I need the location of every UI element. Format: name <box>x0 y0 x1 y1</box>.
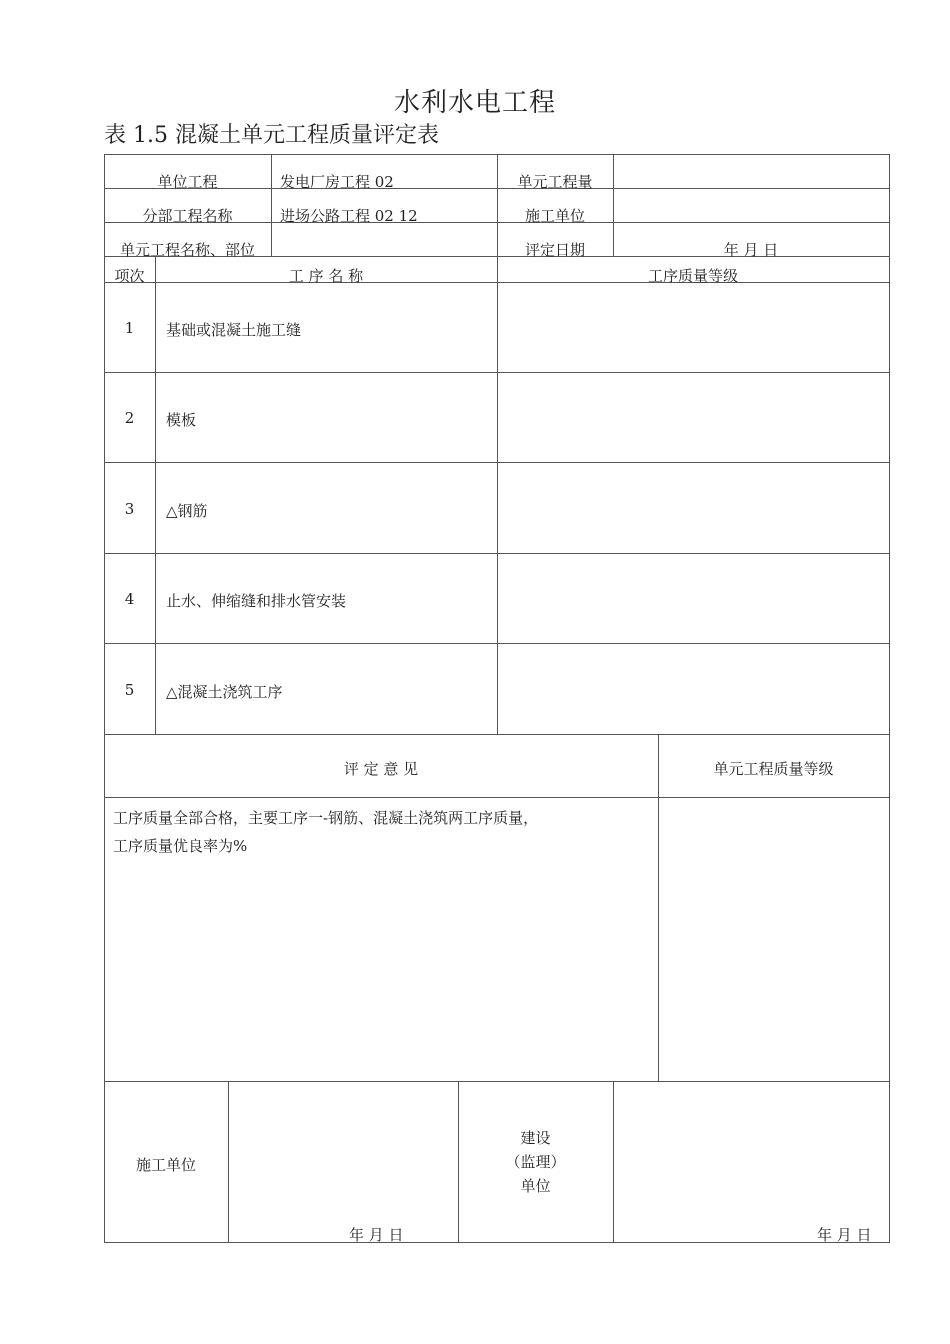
division-label: 分部工程名称 <box>142 207 233 225</box>
row-index: 1 <box>124 319 135 337</box>
rule <box>658 734 659 1081</box>
opinion-text-line-1: 工序质量全部合格，主要工序一-钢筋、混凝土浇筑两工序质量， <box>113 809 539 827</box>
eval-date-label: 评定日期 <box>524 241 585 259</box>
rule <box>497 256 498 734</box>
rule <box>613 1081 614 1242</box>
row-index: 3 <box>124 500 135 518</box>
sign-supervisor-label: （监理） <box>505 1153 566 1171</box>
row-name: 止水、伸缩缝和排水管安装 <box>166 592 347 610</box>
page-title: 水利水电工程 <box>393 88 556 118</box>
row-index: 4 <box>124 590 135 608</box>
division-value: 进场公路工程 02 12 <box>280 207 418 225</box>
row-index: 5 <box>124 681 135 699</box>
row-name: 基础或混凝土施工缝 <box>166 321 302 339</box>
rule <box>104 734 890 735</box>
row-name: 模板 <box>166 411 197 429</box>
row-index: 2 <box>124 409 135 427</box>
sign-contractor-label: 施工单位 <box>135 1156 196 1174</box>
sign-contractor-date: 年 月 日 <box>349 1226 404 1244</box>
unit-project-label: 单位工程 <box>157 173 218 191</box>
evaluation-form-table <box>104 154 890 1243</box>
unit-quantity-label: 单元工程量 <box>517 173 593 191</box>
unit-name-label: 单元工程名称、部位 <box>119 241 255 259</box>
rule-right <box>889 154 890 1243</box>
rule <box>104 797 890 798</box>
rule-bottom <box>104 1242 890 1243</box>
eval-date-value: 年 月 日 <box>723 241 779 259</box>
opinion-label: 评 定 意 见 <box>343 760 419 778</box>
col-header-index: 项次 <box>114 267 145 285</box>
col-header-name: 工 序 名 称 <box>288 267 364 285</box>
row-name: △混凝土浇筑工序 <box>166 683 283 701</box>
rule <box>155 256 156 734</box>
sign-supervisor-label: 单位 <box>520 1177 551 1195</box>
rule <box>104 1081 890 1082</box>
sign-supervisor-label: 建设 <box>520 1129 551 1147</box>
rule <box>228 1081 229 1242</box>
col-header-grade: 工序质量等级 <box>647 267 738 285</box>
table-caption: 表 1.5 混凝土单元工程质量评定表 <box>104 123 439 148</box>
contractor-label: 施工单位 <box>524 207 585 225</box>
rule <box>271 154 272 256</box>
unit-grade-label: 单元工程质量等级 <box>713 760 834 778</box>
unit-project-value: 发电厂房工程 02 <box>280 173 394 191</box>
sign-supervisor-date: 年 月 日 <box>817 1226 872 1244</box>
row-name: △钢筋 <box>166 502 208 520</box>
opinion-text-line-2: 工序质量优良率为% <box>113 837 248 855</box>
